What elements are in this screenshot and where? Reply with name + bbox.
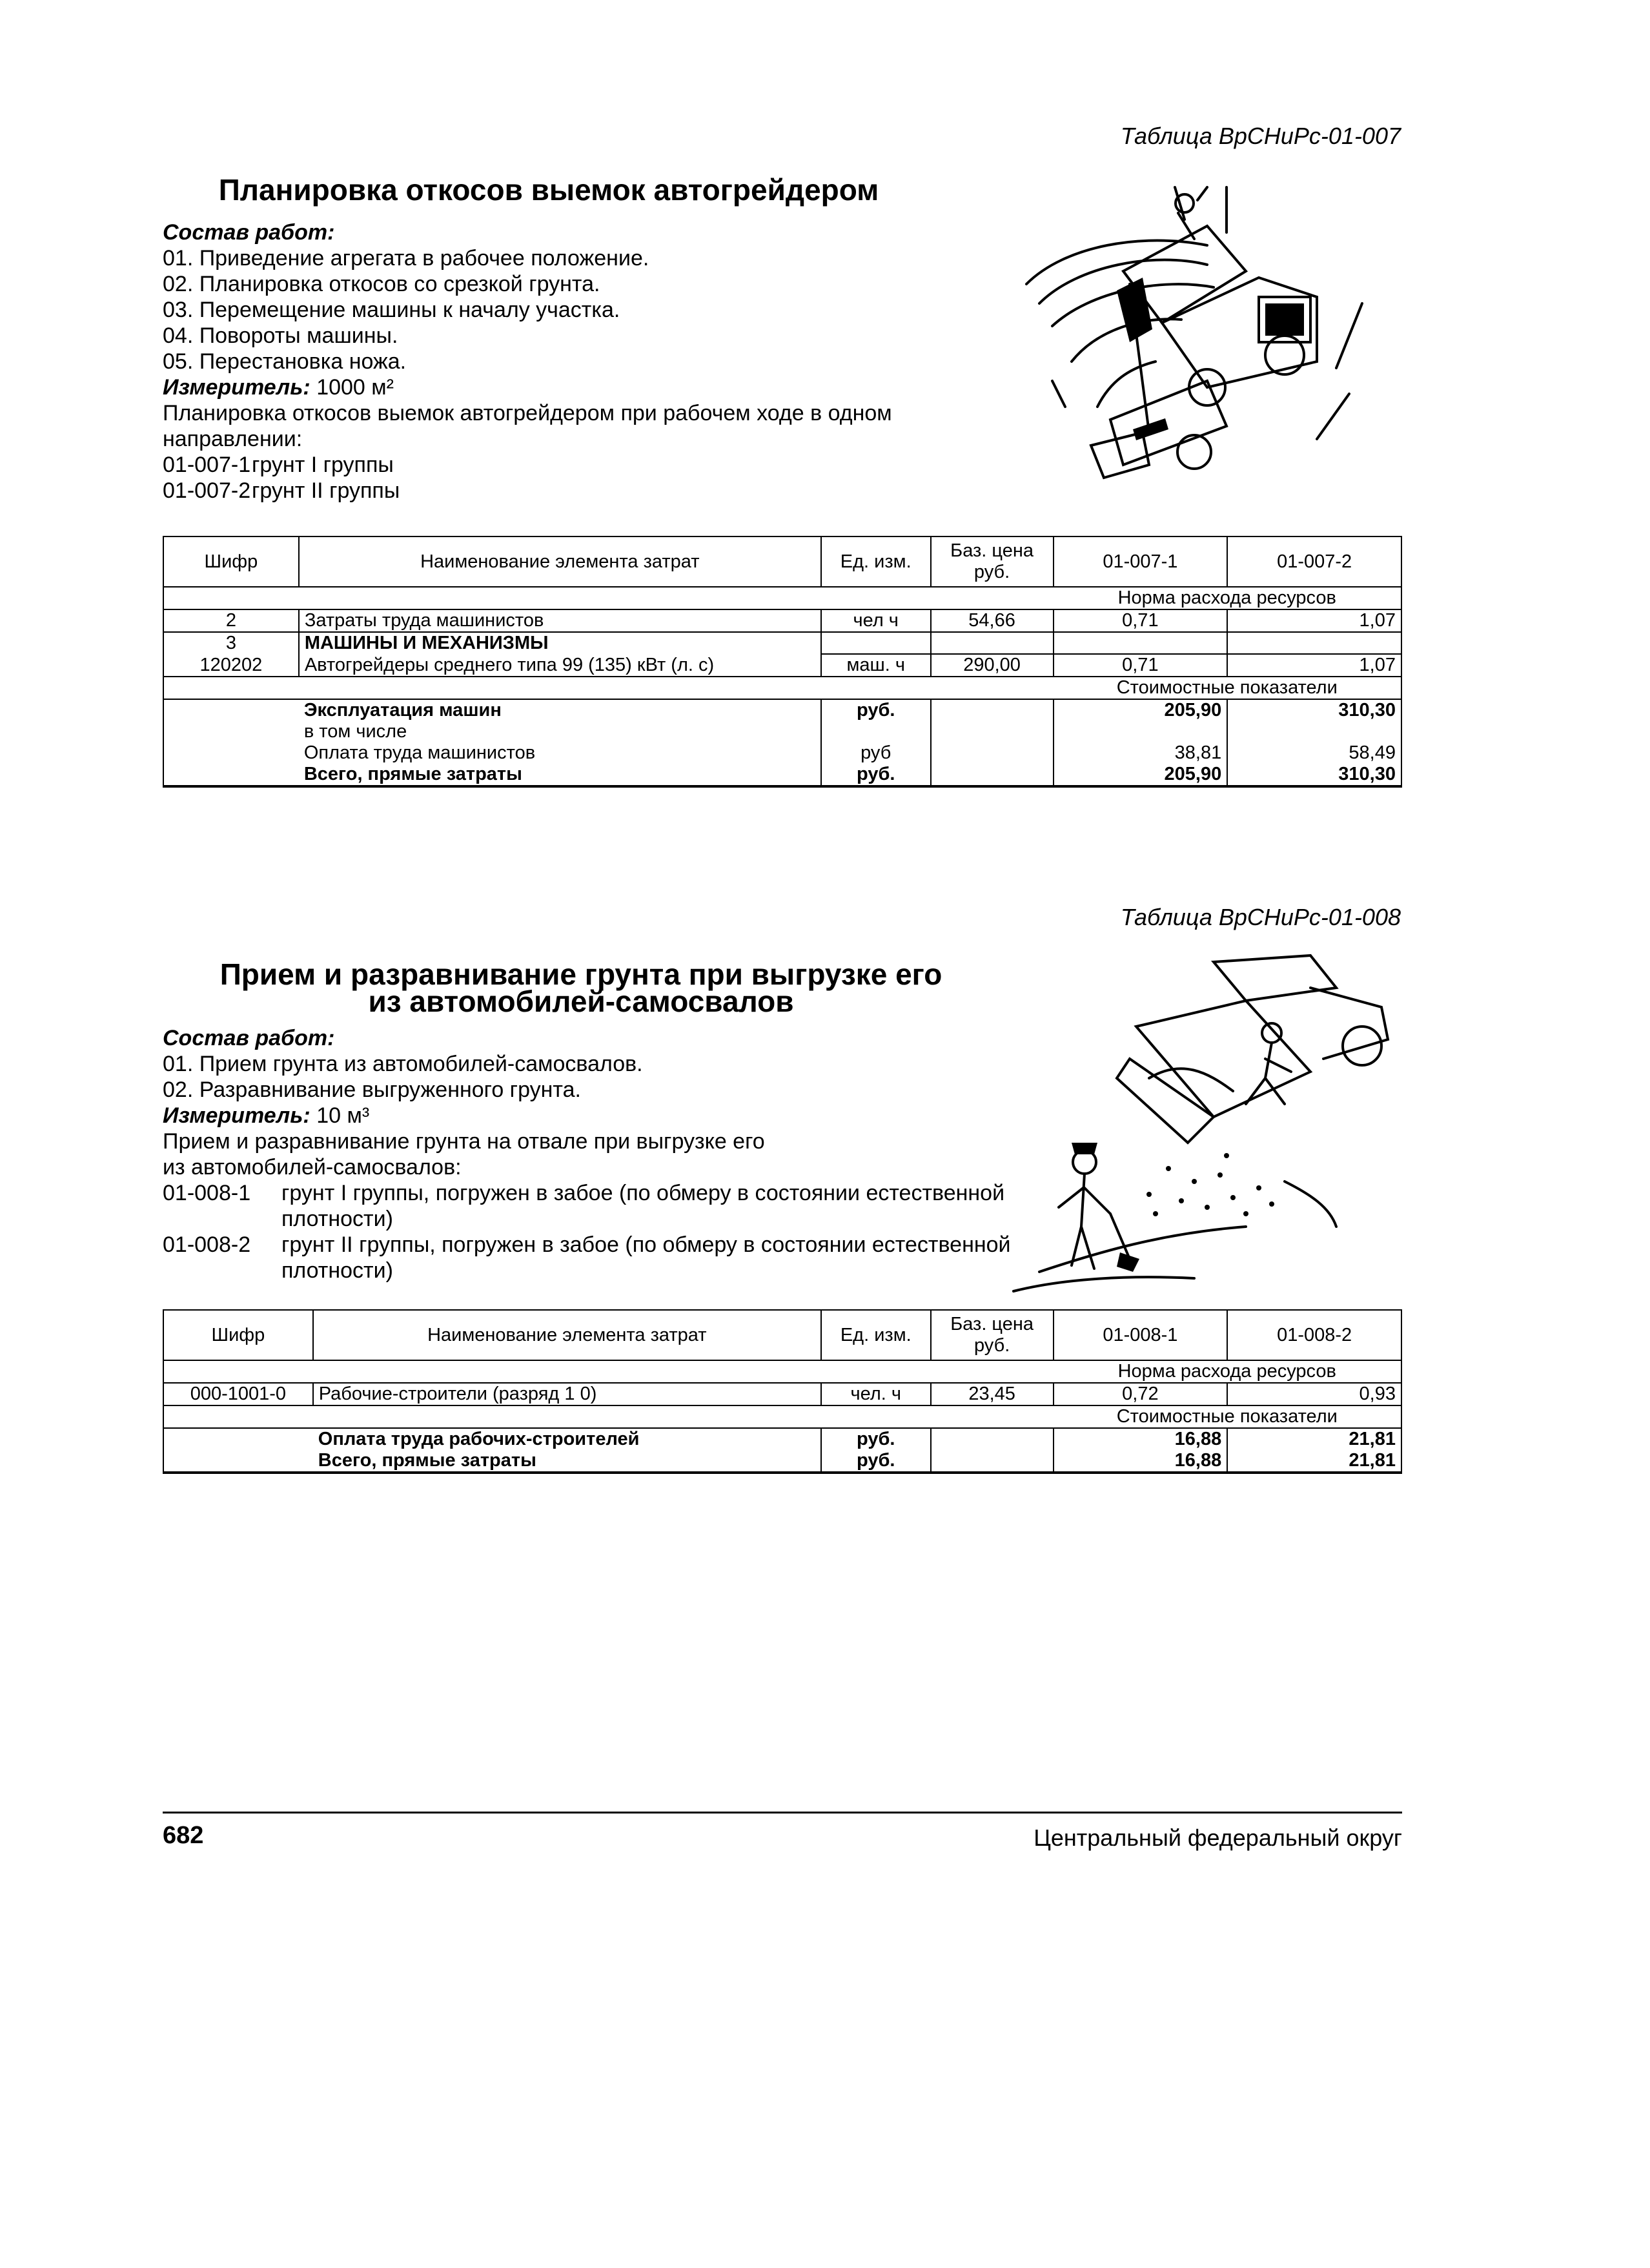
cost-unit: руб. bbox=[821, 1428, 931, 1450]
meter-line bbox=[163, 374, 1002, 400]
work-step: 01. Приведение агрегата в рабочее положение. bbox=[163, 246, 649, 271]
cost-unit: руб bbox=[821, 742, 931, 764]
table-tag: Таблица ВрСНиРс-01-007 bbox=[1120, 123, 1401, 149]
cost-unit: руб. bbox=[821, 699, 931, 721]
section-norm: Норма расхода ресурсов bbox=[1054, 587, 1402, 609]
variant-text: грунт II группы bbox=[252, 478, 400, 503]
table-row bbox=[163, 654, 1401, 677]
header-price: Баз. цена руб. bbox=[931, 536, 1054, 587]
work-step: 03. Перемещение машины к началу участка. bbox=[163, 298, 620, 322]
header-unit: Ед. изм. bbox=[821, 536, 931, 587]
dump-truck-worker-illustration bbox=[1001, 949, 1414, 1311]
cost-v2: 310,30 bbox=[1227, 699, 1401, 721]
cost-v2: 21,81 bbox=[1227, 1428, 1401, 1450]
motor-grader-illustration bbox=[1013, 174, 1414, 516]
variant-text: грунт I группы, погружен в забое (по обмеру в состоянии естественной плотности) bbox=[281, 1181, 1005, 1231]
table-row bbox=[163, 1383, 1401, 1405]
table-row bbox=[163, 609, 1401, 632]
cost-name: Оплата труда рабочих-строителей bbox=[313, 1428, 821, 1450]
work-step: 05. Перестановка ножа. bbox=[163, 349, 407, 374]
variant-line bbox=[163, 1180, 1056, 1232]
row-unit: чел ч bbox=[821, 609, 931, 632]
row-v1: 0,71 bbox=[1054, 609, 1228, 632]
section-cost: Стоимостные показатели bbox=[1054, 1405, 1401, 1428]
cost-v1: 205,90 bbox=[1054, 699, 1228, 721]
section-row bbox=[163, 587, 1401, 609]
cost-name: Всего, прямые затраты bbox=[313, 1450, 821, 1473]
row-code: 2 bbox=[163, 609, 299, 632]
header-code: Шифр bbox=[163, 1310, 313, 1360]
meter-label: Измеритель: bbox=[163, 1103, 311, 1128]
section-cost: Стоимостные показатели bbox=[1054, 677, 1402, 699]
header-unit: Ед. изм. bbox=[821, 1310, 931, 1360]
header-col1: 01-007-1 bbox=[1054, 536, 1228, 587]
footer-rule bbox=[163, 1812, 1402, 1813]
row-v1: 0,71 bbox=[1054, 654, 1228, 677]
work-composition bbox=[163, 220, 1002, 504]
variant-code: 01-008-2 bbox=[163, 1232, 251, 1257]
cost-v2: 58,49 bbox=[1227, 742, 1401, 764]
work-step: 01. Прием грунта из автомобилей-самосвалов. bbox=[163, 1052, 643, 1076]
variant-line bbox=[163, 478, 1002, 504]
composition-label: Состав работ: bbox=[163, 220, 335, 245]
section-row bbox=[163, 677, 1401, 699]
cost-row bbox=[163, 742, 1401, 764]
meter-line bbox=[163, 1103, 1002, 1129]
cost-unit: руб. bbox=[821, 1450, 931, 1473]
variant-code: 01-007-1 bbox=[163, 453, 251, 477]
variant-text: грунт II группы, погружен в забое (по обмеру в состоянии естественной плотности) bbox=[281, 1232, 1011, 1283]
work-step: 04. Повороты машины. bbox=[163, 323, 398, 348]
variant-code: 01-008-1 bbox=[163, 1181, 251, 1205]
section-title bbox=[161, 955, 1001, 1020]
work-step: 02. Планировка откосов со срезкой грунта. bbox=[163, 272, 600, 296]
row-name: Затраты труда машинистов bbox=[299, 609, 821, 632]
cost-v2: 21,81 bbox=[1227, 1450, 1401, 1473]
cost-name: в том числе bbox=[299, 721, 821, 742]
section-row bbox=[163, 1405, 1401, 1428]
cost-v1: 16,88 bbox=[1054, 1428, 1228, 1450]
header-col1: 01-008-1 bbox=[1054, 1310, 1228, 1360]
description: направлении: bbox=[163, 427, 303, 451]
meter-label: Измеритель: bbox=[163, 375, 311, 400]
meter-value: 10 м³ bbox=[316, 1103, 370, 1128]
row-price: 290,00 bbox=[931, 654, 1054, 677]
section-title: Планировка откосов выемок автогрейдером bbox=[218, 173, 879, 207]
table-row bbox=[163, 632, 1401, 654]
description: Планировка откосов выемок автогрейдером при рабочем ходе в одном bbox=[163, 401, 892, 425]
work-composition bbox=[163, 1025, 1011, 1283]
cost-unit: руб. bbox=[821, 764, 931, 786]
footer-region: Центральный федеральный округ bbox=[1034, 1824, 1402, 1851]
description: Прием и разравнивание грунта на отвале при выгрузке его bbox=[163, 1129, 765, 1154]
row-name: МАШИНЫ И МЕХАНИЗМЫ bbox=[299, 632, 821, 654]
cost-row bbox=[163, 699, 1401, 721]
row-unit: маш. ч bbox=[821, 654, 931, 677]
description: из автомобилей-самосвалов: bbox=[163, 1155, 462, 1180]
cost-v1: 205,90 bbox=[1054, 764, 1228, 786]
row-name: Автогрейдеры среднего типа 99 (135) кВт (л. с) bbox=[299, 654, 821, 677]
cost-row bbox=[163, 764, 1401, 786]
cost-row bbox=[163, 721, 1401, 742]
cost-v1: 16,88 bbox=[1054, 1450, 1228, 1473]
resource-table-01-008 bbox=[163, 1309, 1402, 1474]
cost-v1: 38,81 bbox=[1054, 742, 1228, 764]
cost-name: Оплата труда машинистов bbox=[299, 742, 821, 764]
header-col2: 01-008-2 bbox=[1227, 1310, 1401, 1360]
row-code: 000-1001-0 bbox=[163, 1383, 313, 1405]
row-price: 23,45 bbox=[931, 1383, 1054, 1405]
variant-code: 01-007-2 bbox=[163, 478, 251, 503]
row-v2: 0,93 bbox=[1227, 1383, 1401, 1405]
table-header bbox=[163, 536, 1401, 587]
header-col2: 01-007-2 bbox=[1227, 536, 1401, 587]
variant-text: грунт I группы bbox=[252, 453, 394, 477]
table-tag: Таблица ВрСНиРс-01-008 bbox=[1120, 904, 1401, 930]
header-price: Баз. цена руб. bbox=[931, 1310, 1054, 1360]
cost-v2: 310,30 bbox=[1227, 764, 1401, 786]
variant-line bbox=[163, 452, 1002, 478]
resource-table-01-007 bbox=[163, 536, 1402, 788]
work-step: 02. Разравнивание выгруженного грунта. bbox=[163, 1078, 581, 1102]
header-name: Наименование элемента затрат bbox=[299, 536, 821, 587]
table-header bbox=[163, 1310, 1401, 1360]
row-code: 3 bbox=[163, 632, 299, 654]
row-unit: чел. ч bbox=[821, 1383, 931, 1405]
cost-name: Эксплуатация машин bbox=[299, 699, 821, 721]
row-v1: 0,72 bbox=[1054, 1383, 1228, 1405]
section-norm: Норма расхода ресурсов bbox=[1054, 1360, 1401, 1383]
cost-row bbox=[163, 1450, 1401, 1473]
header-name: Наименование элемента затрат bbox=[313, 1310, 821, 1360]
meter-value: 1000 м² bbox=[316, 375, 394, 400]
row-name: Рабочие-строители (разряд 1 0) bbox=[313, 1383, 821, 1405]
row-price: 54,66 bbox=[931, 609, 1054, 632]
row-v2: 1,07 bbox=[1227, 609, 1401, 632]
title-line: Прием и разравнивание грунта при выгрузке его bbox=[219, 957, 942, 991]
variant-line bbox=[163, 1232, 1056, 1283]
page-number: 682 bbox=[163, 1822, 204, 1849]
title-line: из автомобилей-самосвалов bbox=[368, 985, 794, 1018]
header-code: Шифр bbox=[163, 536, 299, 587]
section-row bbox=[163, 1360, 1401, 1383]
cost-row bbox=[163, 1428, 1401, 1450]
cost-name: Всего, прямые затраты bbox=[299, 764, 821, 786]
composition-label: Состав работ: bbox=[163, 1026, 335, 1050]
row-code: 120202 bbox=[163, 654, 299, 677]
row-v2: 1,07 bbox=[1227, 654, 1401, 677]
